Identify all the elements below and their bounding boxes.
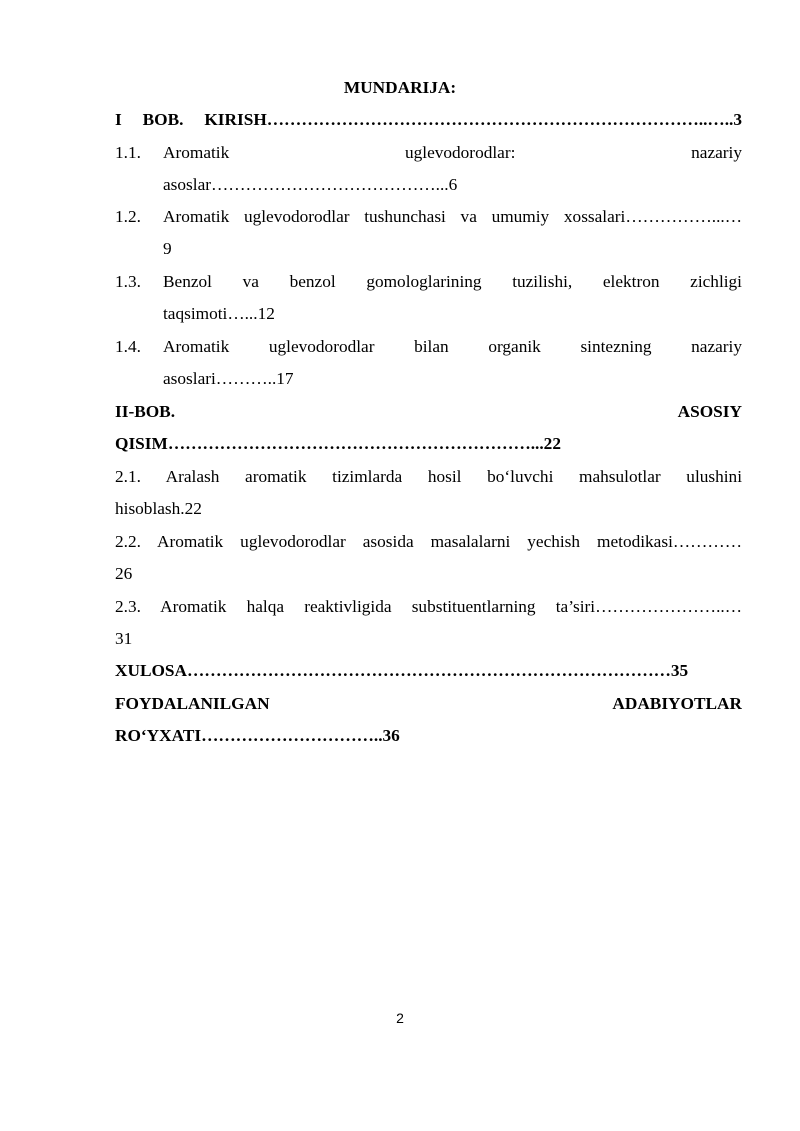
toc-entry-chapter-1: I BOB. KIRISH…………………………………………………………………..…..3	[115, 110, 742, 129]
page-title: MUNDARIJA:	[343, 78, 457, 97]
toc-entry-2-2: 2.2. Aromatik uglevodorodlar asosida masalalarni yechish metodikasi…………	[115, 532, 742, 551]
toc-entry-1-4	[115, 336, 742, 358]
toc-entry-number: 1.4.	[115, 337, 141, 356]
toc-entry-text: Aromatik uglevodorodlar bilan organik sintezning nazariy	[163, 337, 742, 356]
toc-entry-1-1	[115, 142, 742, 164]
toc-entry-1-2	[115, 206, 742, 228]
toc-entry-1-4-continued: asoslari………..17	[163, 369, 294, 388]
toc-entry-references-continued: RO‘YXATI…………………………..36	[115, 726, 400, 745]
toc-entry-1-1-continued: asoslar…………………………………...6	[163, 175, 458, 194]
toc-entry-chapter-2-continued: QISIM………………………………………………………...22	[115, 434, 561, 453]
page-number: 2	[396, 1010, 404, 1026]
toc-entry-conclusion: XULOSA…………………………………………………………………………35	[115, 661, 689, 680]
toc-entry-2-3: 2.3. Aromatik halqa reaktivligida substituentlarning ta’siri…………………..…	[115, 597, 742, 616]
toc-entry-text: Aromatik uglevodorodlar tushunchasi va umumiy xossalari……………...…	[163, 207, 742, 226]
toc-entry-1-3	[115, 271, 742, 293]
toc-entry-text: Benzol va benzol gomologlarining tuzilishi, elektron zichligi	[163, 272, 742, 291]
toc-entry-number: 1.1.	[115, 143, 141, 162]
toc-entry-1-2-continued: 9	[163, 239, 172, 258]
toc-entry-chapter-2: II-BOB. ASOSIY	[115, 402, 742, 421]
toc-entry-text: Aromatik uglevodorodlar: nazariy	[163, 143, 742, 162]
toc-entry-references: FOYDALANILGAN ADABIYOTLAR	[115, 694, 742, 713]
toc-entry-2-1-continued: hisoblash.22	[115, 499, 202, 518]
toc-entry-2-1: 2.1. Aralash aromatik tizimlarda hosil bo‘luvchi mahsulotlar ulushini	[115, 467, 742, 486]
toc-entry-number: 1.2.	[115, 207, 141, 226]
toc-entry-1-3-continued: taqsimoti…...12	[163, 304, 275, 323]
toc-entry-number: 1.3.	[115, 272, 141, 291]
toc-entry-2-2-continued: 26	[115, 564, 133, 583]
toc-entry-2-3-continued: 31	[115, 629, 133, 648]
